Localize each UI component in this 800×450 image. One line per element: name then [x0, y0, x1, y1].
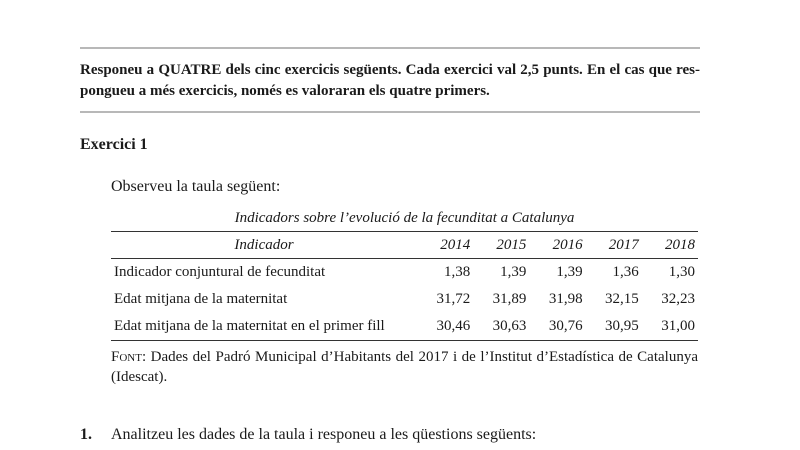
table-cell: 32,23 [661, 291, 695, 307]
header-year: 2016 [529, 232, 585, 259]
top-divider [80, 47, 700, 49]
header-year: 2018 [642, 232, 698, 259]
question-number: 1. [80, 426, 92, 443]
table-cell: 31,89 [492, 291, 527, 307]
table-cell: 31,72 [436, 291, 471, 307]
table-cell: 31,98 [548, 291, 583, 307]
table-cell: 1,30 [668, 264, 695, 280]
question-1 [80, 426, 536, 444]
header-indicator: Indicador [111, 232, 417, 259]
table-cell: 30,46 [417, 313, 473, 341]
exercise-title: Exercici 1 [80, 136, 148, 153]
source-text: Dades del Padró Municipal d’Habitants del 2017 i de l’Institut d’Estadística de Catalunya (Idescat). [111, 349, 698, 385]
table-source [111, 347, 698, 387]
table-row [111, 313, 698, 341]
exercise-intro: Observeu la taula següent: [111, 178, 281, 195]
table-row [111, 286, 698, 313]
row-label: Indicador conjuntural de fecunditat [114, 264, 326, 280]
table-cell: 1,38 [443, 264, 471, 280]
bottom-divider [80, 111, 700, 113]
header-year: 2017 [586, 232, 642, 259]
exam-instructions: Responeu a QUATRE dels cinc exercicis següents. Cada exercici val 2,5 punts. En el cas que res-pongueu a més exercicis, només es valoraran els quatre primers. [80, 62, 700, 99]
table-cell: 1,39 [500, 264, 527, 280]
row-label: Edat mitjana de la maternitat [114, 291, 288, 307]
table-row [111, 259, 698, 287]
question-text: Analitzeu les dades de la taula i responeu a les qüestions següents: [111, 426, 537, 443]
table-cell: 30,95 [586, 313, 642, 341]
header-year: 2014 [417, 232, 473, 259]
table-cell: 1,39 [556, 264, 583, 280]
table-header-row [111, 232, 698, 259]
header-year: 2015 [473, 232, 529, 259]
table-cell: 30,76 [529, 313, 585, 341]
row-label: Edat mitjana de la maternitat en el primer fill [111, 313, 417, 341]
table-cell: 1,36 [612, 264, 639, 280]
table-cell: 32,15 [605, 291, 639, 307]
table-cell: 30,63 [473, 313, 529, 341]
table-cell: 31,00 [642, 313, 698, 341]
table-caption: Indicadors sobre l’evolució de la fecunditat a Catalunya [234, 210, 575, 226]
fecundity-table [111, 231, 698, 341]
source-label: Font: [111, 349, 147, 365]
